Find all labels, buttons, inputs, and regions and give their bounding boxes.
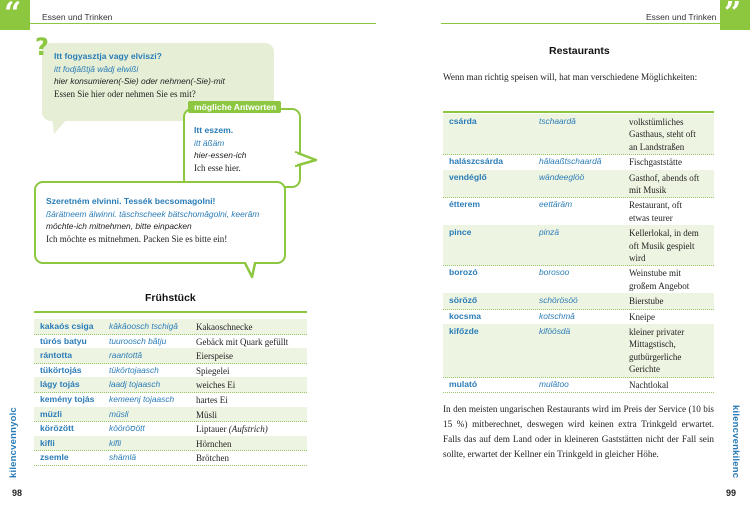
term-pronunciation: laadj tojaasch — [109, 379, 161, 390]
answer-bubble-1 — [183, 108, 301, 188]
term-german: Fischgaststätte — [629, 157, 682, 168]
term-hungarian: söröző — [449, 295, 478, 306]
possible-answers-tag: mögliche Antworten — [188, 101, 281, 113]
restaurants-outro: In den meisten ungarischen Restaurants wird im Preis der Service (10 bis 15 %) mitberechnet, deswegen wird keinen extra Trinkgeld erwartet. Falls das auf dem Land oder in kleineren Gaststätten nicht der Fall sein sollte, erwartet der Kellner ein Trinkgeld in gleicher Höhe. — [443, 404, 714, 459]
term-hungarian: pince — [449, 227, 472, 238]
term-pronunciation: pinzä — [539, 227, 560, 238]
quote-badge-left — [0, 0, 30, 30]
answer2-literal: möchte-ich mitnehmen, bitte einpacken — [46, 221, 192, 232]
term-hungarian: kifőzde — [449, 326, 479, 336]
term-german: Hörnchen — [196, 438, 232, 449]
term-pronunciation: shämlä — [109, 452, 136, 463]
quote-icon: ” — [724, 0, 742, 31]
term-hungarian: kocsma — [449, 310, 482, 321]
term-pronunciation: borosoo — [539, 267, 570, 278]
term-pronunciation: eettäräm — [539, 199, 573, 210]
term-hungarian: müzli — [40, 408, 62, 419]
question-hungarian: Itt fogyasztja vagy elviszi? — [54, 51, 162, 61]
term-hungarian: mulató — [449, 378, 478, 389]
answer2-hungarian: Szeretném elvinni. Tessék becsomagolni! — [46, 196, 216, 206]
term-hungarian: vendéglő — [449, 171, 487, 182]
table-row — [443, 293, 714, 309]
running-head-right: Essen und Trinken — [646, 12, 717, 22]
answer1-pronunciation: itt äßäm — [194, 137, 225, 148]
term-pronunciation: kifli — [109, 437, 122, 448]
term-german: kleiner privater Mittagstisch, gutbürgerliche Gerichte — [629, 327, 685, 375]
term-german: Bierstube — [629, 296, 664, 307]
table-row — [443, 324, 714, 378]
term-german: hartes Ei — [196, 395, 228, 405]
answer1-bubble-tail — [292, 150, 318, 172]
answer1-literal: hier-essen-ich — [194, 150, 247, 161]
page-number-right: 99 — [726, 488, 737, 498]
term-hungarian: túrós batyu — [40, 335, 87, 346]
term-hungarian: kemény tojás — [40, 394, 95, 404]
answer1-german: Ich esse hier. — [194, 162, 241, 173]
restaurants-title: Restaurants — [549, 45, 610, 57]
term-hungarian: rántotta — [40, 350, 72, 361]
header-rule-left — [30, 23, 376, 24]
restaurants-intro: Wenn man richtig speisen will, hat man verschiedene Möglichkeiten: — [443, 72, 698, 82]
side-tab-right: kilencvenkilenc — [730, 405, 741, 479]
side-tab-left: kilencvennyolc — [8, 407, 19, 478]
term-german: Weinstube mit großem Angebot — [629, 268, 690, 291]
table-row — [34, 348, 307, 364]
table-row — [34, 319, 307, 335]
term-german: Gebäck mit Quark gefüllt — [196, 336, 289, 347]
page-number-left: 98 — [12, 488, 23, 498]
breakfast-title: Frühstück — [145, 292, 196, 304]
breakfast-top-rule — [34, 311, 307, 313]
term-german: Kellerlokal, in dem oft Musik gespielt wird — [629, 228, 699, 263]
table-row — [443, 377, 714, 393]
term-pronunciation: raantottâ — [109, 350, 143, 361]
answer2-bubble-tail — [240, 259, 262, 279]
term-pronunciation: kiföösdä — [539, 326, 571, 336]
term-german: volkstümliches Gasthaus, steht oft an Landstraßen — [629, 117, 696, 152]
quote-icon: “ — [4, 0, 22, 31]
table-row — [443, 170, 714, 199]
restaurants-top-rule — [443, 111, 714, 113]
term-pronunciation: kotschmâ — [539, 310, 575, 321]
term-hungarian: kifli — [40, 437, 55, 448]
term-pronunciation: kööröסött — [109, 423, 145, 434]
term-german: Spiegelei — [196, 365, 230, 376]
question-bubble-tail — [50, 118, 72, 136]
term-german: Liptauer (Aufstrich) — [196, 424, 268, 435]
answer2-pronunciation: ßärätneem älwinni. täschscheek bätschomâgolni, keerâm — [46, 208, 260, 219]
term-pronunciation: kemeenj tojaasch — [109, 394, 175, 404]
table-row — [443, 197, 714, 226]
term-hungarian: halászcsárda — [449, 156, 503, 167]
answer2-german: Ich möchte es mitnehmen. Packen Sie es bitte ein! — [46, 233, 228, 244]
term-pronunciation: hâlaaßtschaardâ — [539, 156, 602, 167]
term-german: Kneipe — [629, 311, 655, 322]
table-row — [443, 225, 714, 266]
term-pronunciation: schörösöö — [539, 295, 578, 306]
answer1-hungarian: Itt eszem. — [194, 125, 234, 135]
table-row — [443, 154, 714, 170]
term-hungarian: kakaós csiga — [40, 321, 94, 331]
table-row — [34, 334, 307, 350]
table-row — [34, 421, 307, 437]
term-pronunciation: kâkâoosch tschigâ — [109, 321, 178, 331]
table-row — [34, 377, 307, 393]
question-pronunciation: itt fodjâßtjâ wâdj elwißi — [54, 63, 139, 74]
running-head-left: Essen und Trinken — [42, 12, 113, 22]
term-pronunciation: tükörtojaasch — [109, 364, 159, 375]
term-german: Kakaoschnecke — [196, 322, 253, 332]
table-row — [443, 309, 714, 325]
term-german: Restaurant, oft etwas teurer — [629, 200, 682, 223]
term-german: Nachtlokal — [629, 379, 669, 390]
header-rule-right — [441, 23, 721, 24]
term-hungarian: körözött — [40, 423, 74, 434]
answer-bubble-2 — [34, 181, 286, 264]
table-row — [34, 436, 307, 452]
question-literal: hier konsumieren(-Sie) oder nehmen(-Sie)-mit — [54, 76, 225, 87]
table-row — [443, 114, 714, 155]
term-pronunciation: müsli — [109, 408, 129, 419]
term-hungarian: csárda — [449, 116, 477, 126]
table-row — [34, 392, 307, 408]
term-pronunciation: wändeeglöö — [539, 171, 585, 182]
term-german: Müsli — [196, 409, 218, 420]
term-hungarian: étterem — [449, 199, 481, 210]
term-hungarian: zsemle — [40, 452, 69, 463]
question-german: Essen Sie hier oder nehmen Sie es mit? — [54, 88, 196, 99]
term-pronunciation: tuuroosch bâtju — [109, 335, 167, 346]
term-hungarian: lágy tojás — [40, 379, 80, 390]
table-row — [34, 407, 307, 423]
term-hungarian: tükörtojás — [40, 364, 82, 375]
term-hungarian: borozó — [449, 267, 478, 278]
term-pronunciation: tschaardâ — [539, 116, 576, 126]
table-row — [34, 450, 307, 466]
term-german: Brötchen — [196, 453, 229, 464]
table-row — [34, 363, 307, 379]
term-german-note: (Aufstrich) — [228, 424, 268, 435]
term-german: weiches Ei — [196, 380, 236, 391]
term-german: Gasthof, abends oft mit Musik — [629, 172, 700, 195]
term-german: Eierspeise — [196, 351, 233, 362]
quote-badge-right — [720, 0, 750, 30]
term-pronunciation: mulâtoo — [539, 378, 569, 389]
table-row — [443, 265, 714, 294]
question-mark-icon: ? — [35, 33, 49, 61]
